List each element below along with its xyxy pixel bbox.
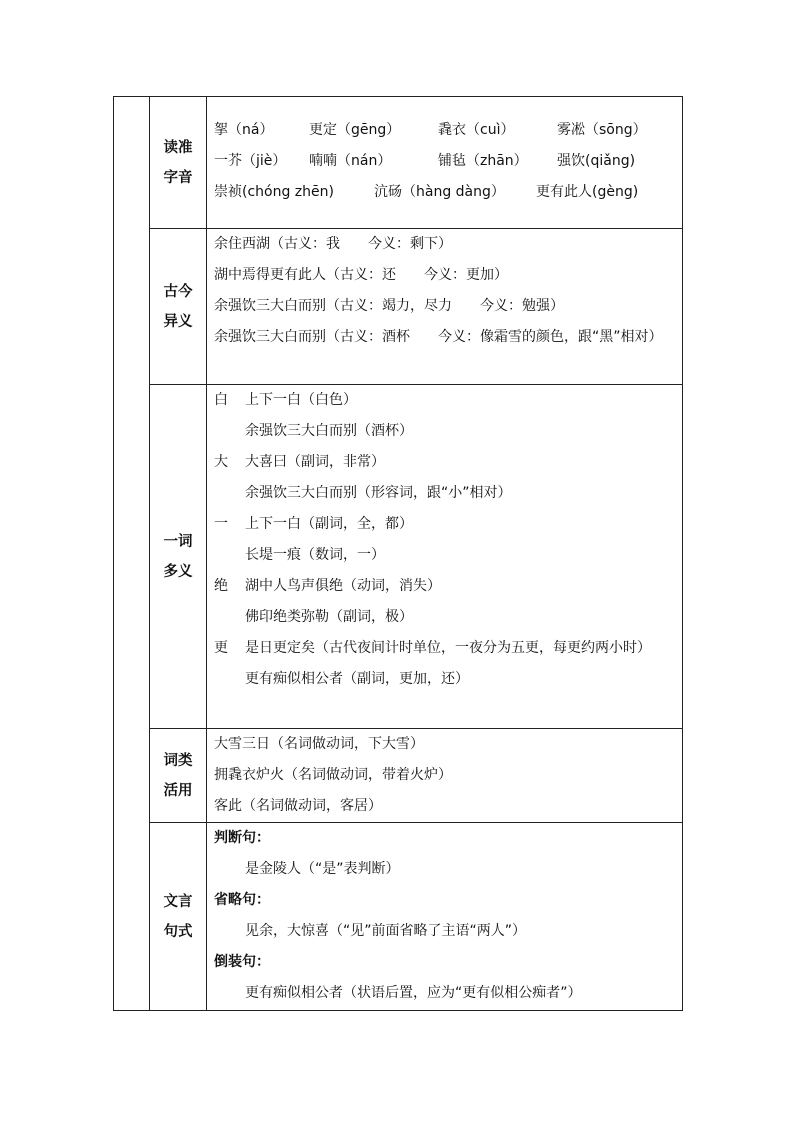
- polysemy-char: 更: [214, 640, 228, 656]
- row-label: [150, 823, 207, 1011]
- polysemy-entry: [214, 509, 678, 540]
- row-content: [207, 823, 683, 1011]
- pinyin-line: [214, 146, 678, 177]
- table-row-sentence-patterns: [114, 823, 683, 1011]
- pinyin-item: 强饮(qiǎng): [557, 153, 636, 169]
- polysemy-sense: 湖中人鸟声俱绝（动词，消失）: [245, 578, 441, 594]
- pattern-example: 是金陵人（“是”表判断）: [245, 861, 400, 877]
- polysemy-sense: 佛印绝类弥勒（副词，极）: [245, 609, 413, 625]
- polysemy-char: 白: [214, 392, 228, 408]
- pinyin-item: 喃喃（nán）: [309, 153, 392, 169]
- row-label: [150, 385, 207, 729]
- table-row-pronunciation: [114, 97, 683, 229]
- polysemy-sense: 大喜曰（副词，非常）: [245, 454, 385, 470]
- pinyin-line: [214, 177, 678, 208]
- pinyin-line: [214, 115, 678, 146]
- text-line: 客此（名词做动词，客居）: [214, 798, 382, 814]
- polysemy-entry: [214, 571, 678, 602]
- polysemy-sense: 长堤一痕（数词，一）: [245, 547, 385, 563]
- text-line: 拥毳衣炉火（名词做动词，带着火炉）: [214, 767, 452, 783]
- pattern-example: 见余，大惊喜（“见”前面省略了主语“两人”）: [245, 923, 527, 939]
- polysemy-entry: [214, 633, 678, 664]
- label-line: 活用: [163, 782, 193, 799]
- pattern-heading: 省略句：: [214, 892, 270, 908]
- text-line: 余强饮三大白而别（古义：酒杯 今义：像霜雪的颜色，跟“黑”相对）: [214, 329, 663, 345]
- text-line: 大雪三日（名词做动词，下大雪）: [214, 736, 424, 752]
- polysemy-entry: [214, 385, 678, 416]
- label-line: 异义: [163, 313, 193, 330]
- table-row-word-class: [114, 729, 683, 823]
- row-content: [207, 385, 683, 729]
- row-label: [150, 97, 207, 229]
- blank-column: [114, 97, 150, 1011]
- polysemy-sense: 更有痴似相公者（副词，更加，还）: [245, 671, 469, 687]
- study-notes-table: [113, 96, 683, 1011]
- pinyin-item: 铺毡（zhān）: [438, 153, 528, 169]
- label-line: 古今: [163, 283, 193, 300]
- table-row-polysemy: [114, 385, 683, 729]
- row-content: [207, 229, 683, 385]
- polysemy-char: 绝: [214, 578, 228, 594]
- pinyin-item: 一芥（jiè）: [214, 153, 287, 169]
- pinyin-item: 毳衣（cuì）: [438, 122, 515, 138]
- polysemy-entry: [214, 447, 678, 478]
- pattern-example: 更有痴似相公者（状语后置，应为“更有似相公痴者”）: [245, 985, 582, 1001]
- pinyin-item: 更有此人(gèng): [536, 184, 639, 200]
- label-line: 字音: [163, 169, 193, 186]
- pinyin-item: 崇祯(chóng zhēn): [214, 184, 334, 200]
- polysemy-char: 一: [214, 516, 228, 532]
- pattern-heading: 判断句：: [214, 830, 270, 846]
- table-row-ancient-modern: [114, 229, 683, 385]
- pattern-heading: 倒装句：: [214, 954, 270, 970]
- row-content: [207, 729, 683, 823]
- polysemy-sense: 余强饮三大白而别（形容词，跟“小”相对）: [245, 485, 512, 501]
- polysemy-sense: 是日更定矣（古代夜间计时单位，一夜分为五更，每更约两小时）: [245, 640, 651, 656]
- label-line: 句式: [163, 923, 193, 940]
- polysemy-sense: 上下一白（白色）: [245, 392, 357, 408]
- text-line: 湖中焉得更有此人（古义：还 今义：更加）: [214, 267, 508, 283]
- text-line: 余强饮三大白而别（古义：竭力，尽力 今义：勉强）: [214, 298, 564, 314]
- pinyin-item: 更定（gēng）: [309, 122, 401, 138]
- pinyin-item: 沆砀（hàng dàng）: [374, 184, 505, 200]
- label-line: 多义: [163, 563, 193, 580]
- row-content: [207, 97, 683, 229]
- polysemy-char: 大: [214, 454, 228, 470]
- label-line: 文言: [163, 893, 193, 910]
- polysemy-sense: 余强饮三大白而别（酒杯）: [245, 423, 413, 439]
- label-line: 词类: [163, 752, 193, 769]
- pinyin-item: 雾凇（sōng）: [557, 122, 647, 138]
- row-label: [150, 729, 207, 823]
- text-line: 余住西湖（古义：我 今义：剩下）: [214, 236, 452, 252]
- polysemy-sense: 上下一白（副词，全，都）: [245, 516, 413, 532]
- row-label: [150, 229, 207, 385]
- label-line: 一词: [163, 533, 193, 550]
- pinyin-item: 挐（ná）: [214, 122, 274, 138]
- label-line: 读准: [163, 139, 193, 156]
